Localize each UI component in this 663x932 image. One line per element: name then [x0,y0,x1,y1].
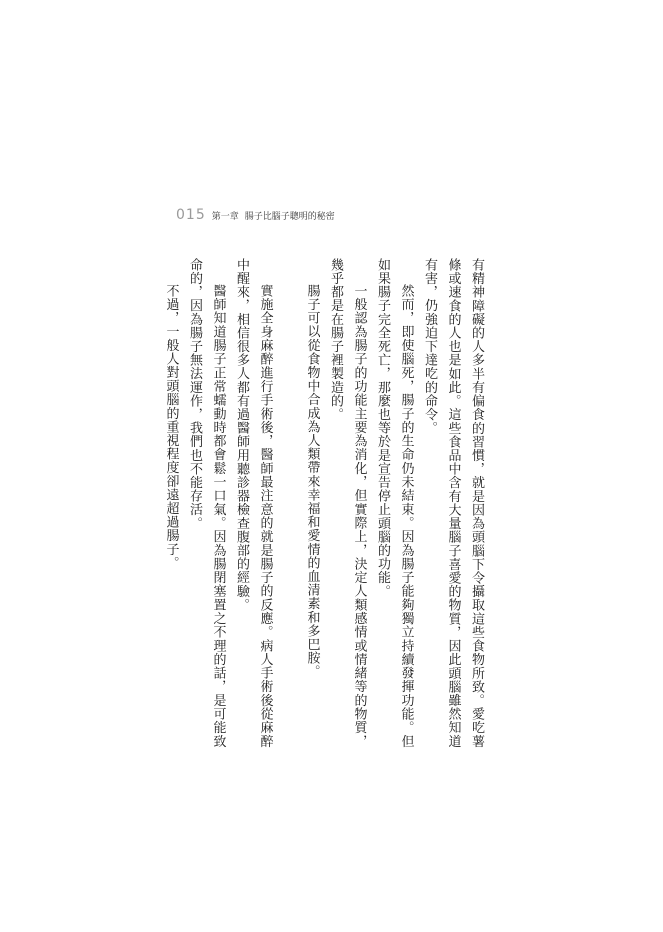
paragraph-3: 一般認為腸子的功能主要為消化，但實際上，決定人類感情或情緒等的物質，幾乎都是在腸子裡製造的。 [328,258,367,748]
paragraph-6: 醫師知道腸子正常蠕動時都會鬆一口氣。因為腸閉塞置之不理的話，是可能致命的，因為腸子無法運作，我們也不能存活。 [187,258,226,748]
paragraph-5: 實施全身麻醉進行手術後，醫師最注意的就是腸子的反應。病人手術後從麻醉中醒來，相信很多人都有過醫師用聽診器檢查腹部的經驗。 [234,258,273,748]
chapter-label: 第一章 [211,212,239,222]
section-gap [277,258,301,748]
paragraph-2: 然而，即使腦死，腸子的生命仍未結束。因為腸子能夠獨立持續發揮功能。但如果腸子完全死亡，那麼也等於是宣告停止頭腦的功能。 [375,258,414,748]
paragraph-1: 有精神障礙的人多半有偏食的習慣，就是因為頭腦下令攝取這些食物所致。愛吃薯條或速食的人也是如此。這些食品中含有大量腦子喜愛的物質，因此頭腦雖然知道有害，仍強迫下達吃的命令。 [422,258,484,748]
paragraph-4: 腸子可以從食物中合成為人類帶來幸福和愛情的血清素和多巴胺。 [304,284,320,679]
paragraph-7: 不過，一般人對頭腦的重視程度卻遠超過腸子。 [163,284,179,570]
running-header [176,207,335,223]
body-text [159,258,488,748]
page-number: 015 [176,207,206,223]
chapter-title: 腸子比腦子聰明的秘密 [244,212,335,222]
